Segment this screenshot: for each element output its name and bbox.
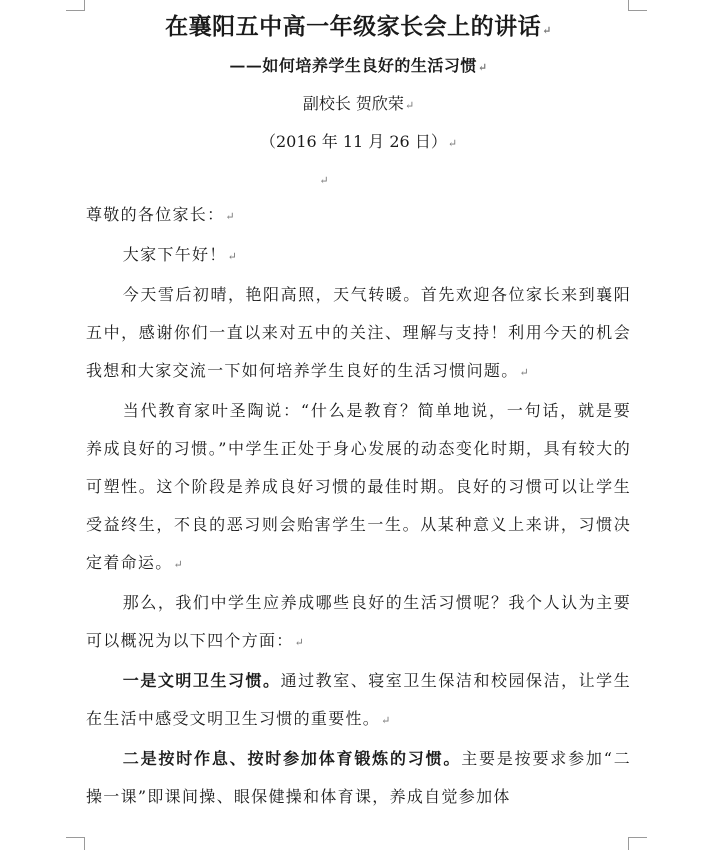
habit-heading: 二是按时作息、按时参加体育锻炼的习惯。 bbox=[122, 749, 462, 768]
paragraph-mark: ↵ bbox=[227, 250, 239, 263]
crop-mark-top-left bbox=[66, 0, 85, 11]
paragraph-mark: ↵ bbox=[447, 137, 458, 150]
paragraph-mark: ↵ bbox=[477, 61, 488, 74]
crop-mark-bottom-left bbox=[66, 837, 85, 850]
paragraph-mark: ↵ bbox=[173, 558, 185, 571]
paragraph-habit-one: 一是文明卫生习惯。通过教室、寝室卫生保洁和校园保洁，让学生在生活中感受文明卫生习惯的重要性。↵ bbox=[86, 671, 631, 728]
paragraph-mark: ↵ bbox=[519, 366, 531, 379]
paragraph-mark: ↵ bbox=[319, 174, 329, 187]
paragraph-mark: ↵ bbox=[404, 99, 415, 112]
crop-mark-bottom-right bbox=[628, 837, 647, 850]
paragraph-welcome: 今天雪后初晴，艳阳高照，天气转暖。首先欢迎各位家长来到襄阳五中，感谢你们一直以来对五中的关注、理解与支持！利用今天的机会我想和大家交流一下如何培养学生良好的生活习惯问题。↵ bbox=[86, 285, 631, 380]
paragraph-mark: ↵ bbox=[294, 636, 306, 649]
document-subtitle: ——如何培养学生良好的生活习惯↵ bbox=[229, 56, 488, 75]
paragraph-question: 那么，我们中学生应养成哪些良好的生活习惯呢？我个人认为主要可以概况为以下四个方面：↵ bbox=[86, 593, 631, 650]
habit-heading: 一是文明卫生习惯。 bbox=[122, 671, 281, 690]
document-date: （2016 年 11 月 26 日）↵ bbox=[259, 132, 458, 151]
paragraph-mark: ↵ bbox=[542, 24, 552, 37]
document-title: 在襄阳五中高一年级家长会上的讲话↵ bbox=[165, 13, 552, 40]
document-body[interactable] bbox=[86, 8, 631, 816]
paragraph-mark: ↵ bbox=[381, 714, 392, 727]
paragraph-quote: 当代教育家叶圣陶说：“什么是教育？简单地说，一句话，就是要养成良好的习惯。”中学生正处于身心发展的动态变化时期，具有较大的可塑性。这个阶段是养成良好习惯的最佳时期。良好的习惯可以让学生受益终生，不良的恶习则会贻害学生一生。从某种意义上来讲，习惯决定着命运。↵ bbox=[86, 401, 631, 572]
paragraph-mark: ↵ bbox=[225, 210, 236, 223]
paragraph-greeting: 大家下午好！↵ bbox=[122, 245, 239, 264]
blank-line bbox=[86, 162, 631, 196]
paragraph-habit-two: 二是按时作息、按时参加体育锻炼的习惯。主要是按要求参加“二操一课”即课间操、眼保健操和体育课，养成自觉参加体 bbox=[86, 749, 631, 806]
paragraph-salutation: 尊敬的各位家长：↵ bbox=[86, 205, 236, 224]
document-author: 副校长 贺欣荣↵ bbox=[302, 94, 415, 113]
